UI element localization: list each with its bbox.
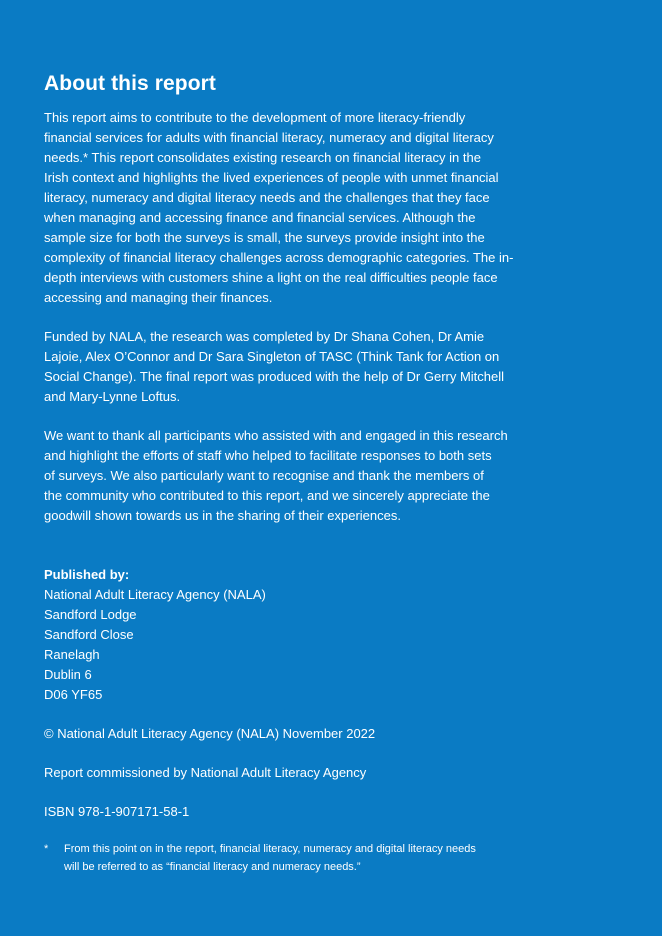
spacer <box>44 783 544 802</box>
isbn-line: ISBN 978-1-907171-58-1 <box>44 804 190 819</box>
address-line: Ranelagh <box>44 647 100 662</box>
page-title: About this report <box>44 72 217 95</box>
report-page <box>44 70 544 876</box>
address-line: Sandford Lodge <box>44 607 137 622</box>
address-line: National Adult Literacy Agency (NALA) <box>44 587 266 602</box>
funding-paragraph: Funded by NALA, the research was completed by Dr Shana Cohen, Dr Amie Lajoie, Alex O’Connor and Dr Sara Singleton of TASC (Think Tank for Action on Social Change). The final report was produced with the help of Dr Gerry Mitchell and Mary-Lynne Loftus. <box>44 329 505 404</box>
spacer <box>44 526 544 565</box>
publisher-block <box>44 565 544 705</box>
spacer <box>44 308 544 327</box>
commissioned-line: Report commissioned by National Adult Literacy Agency <box>44 765 367 780</box>
copyright-line: © National Adult Literacy Agency (NALA) November 2022 <box>44 726 376 741</box>
address-line: Dublin 6 <box>44 667 92 682</box>
spacer <box>44 744 544 763</box>
spacer <box>44 705 544 724</box>
address-line: D06 YF65 <box>44 687 103 702</box>
footnote-marker: * <box>44 843 49 855</box>
footnote-text: From this point on in the report, financial literacy, numeracy and digital literacy needs will be referred to as “financial literacy and numeracy needs.” <box>64 843 476 873</box>
footnote <box>44 840 544 876</box>
intro-paragraph: This report aims to contribute to the development of more literacy-friendly financial services for adults with financial literacy, numeracy and digital literacy needs.* This report consolidates existing research on financial literacy in the Irish context and highlights the lived experiences of people with unmet financial literacy, numeracy and digital literacy needs and the challenges that they face when managing and accessing finance and financial services. Although the sample size for both the surveys is small, the surveys provide insight into the complexity of financial literacy challenges across demographic categories. The in- depth interviews with customers shine a light on the real difficulties people face accessing and managing their finances. <box>44 110 514 305</box>
published-by-label: Published by: <box>44 567 130 582</box>
address-line: Sandford Close <box>44 627 134 642</box>
spacer <box>44 407 544 426</box>
thanks-paragraph: We want to thank all participants who assisted with and engaged in this research and highlight the efforts of staff who helped to facilitate responses to both sets of surveys. We also particularly want to recognise and thank the members of the community who contributed to this report, and we sincerely appreciate the goodwill shown towards us in the sharing of their experiences. <box>44 428 508 523</box>
